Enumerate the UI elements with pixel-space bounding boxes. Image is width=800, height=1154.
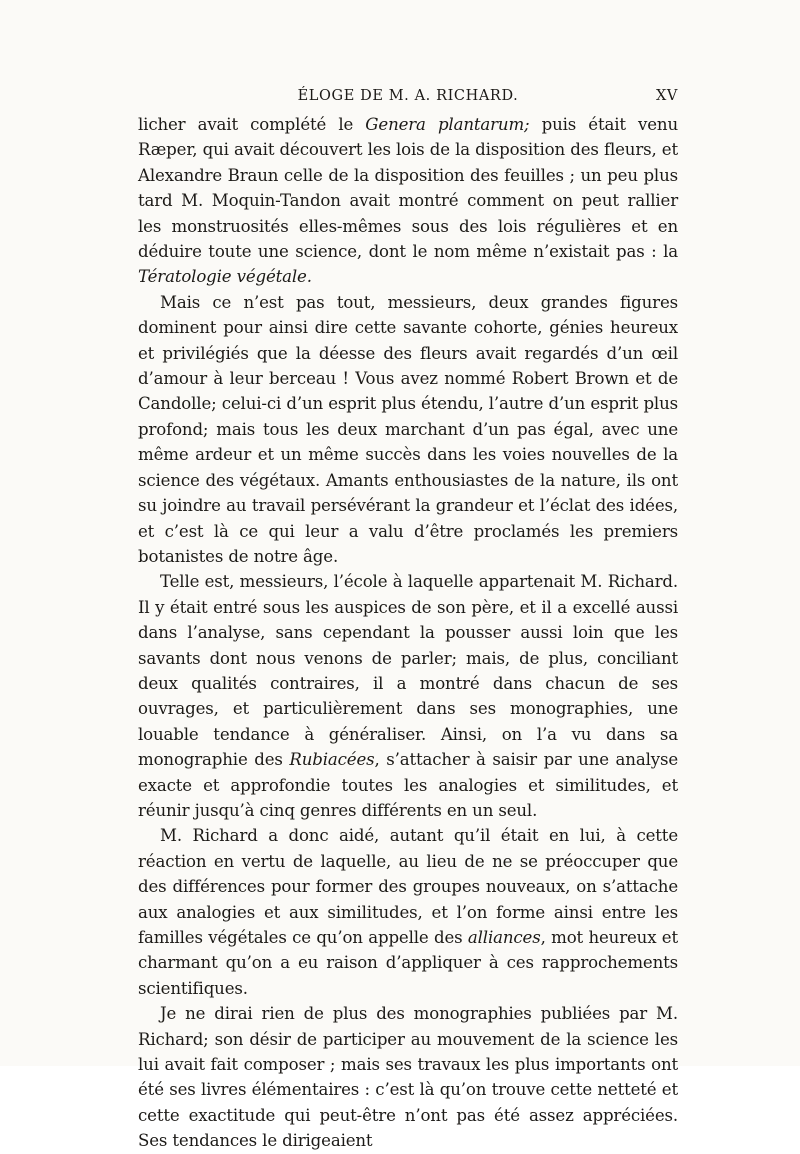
text-run: Je ne dirai rien de plus des monographies publiées par M. Richard; son désir de participer au mouvement de la science les lui avait fait composer ; mais ses travaux les plus importants ont été ses livres élémentaires : c’est là qu’on trouve cette netteté et cette exactitude qui peut-être n’ont pas été assez appréciées. Ses tendances le dirigeaient	[138, 1004, 678, 1151]
text-run: , mot heureux et charmant qu’on a eu raison d’appliquer à ces rapprochements scientifiques.	[138, 928, 678, 998]
paragraph	[138, 112, 678, 290]
running-title: ÉLOGE DE M. A. RICHARD.	[297, 88, 519, 104]
text-run: , s’attacher à saisir par une analyse exacte et approfondie toutes les analogies et similitudes, et réunir jusqu’à cinq genres différents en un seul.	[138, 750, 678, 820]
paragraph	[138, 1001, 678, 1153]
italic-text: Genera plantarum;	[365, 115, 530, 134]
text-run: licher avait complété le	[138, 115, 366, 134]
italic-text: Tératologie végétale.	[138, 267, 312, 287]
text-run: puis était venu Ræper, qui avait découvert les lois de la disposition des fleurs, et Alexandre Braun celle de la disposition des feuilles ; un peu plus tard M. Moquin-Tandon avait montré comment on peut rallier les monstruosités elles-mêmes sous des lois régulières et en déduire toute une science, dont le nom même n’existait pas : la	[138, 115, 679, 262]
paragraph	[138, 290, 678, 569]
page-number: XV	[656, 88, 678, 104]
running-head	[138, 88, 678, 108]
text-run: Mais ce n’est pas tout, messieurs, deux grandes figures dominent pour ainsi dire cette savante cohorte, génies heureux et privilégiés que la déesse des fleurs avait regardés d’un œil d’amour à leur berceau ! Vous avez nommé Robert Brown et de Candolle; celui-ci d’un esprit plus étendu, l’autre d’un esprit plus profond; mais tous les deux marchant d’un pas égal, avec une même ardeur et un même succès dans les voies nouvelles de la science des végétaux. Amants enthousiastes de la nature, ils ont su joindre au travail persévérant la grandeur et l’éclat des idées, et c’est là ce qui leur a valu d’être proclamés les premiers botanistes de notre âge.	[138, 292, 678, 566]
paragraph	[138, 823, 678, 1001]
text-run: Telle est, messieurs, l’école à laquelle appartenait M. Richard. Il y était entré sous les auspices de son père, et il a excellé aussi dans l’analyse, sans cependant la pousser aussi loin que les savants dont nous venons de parler; mais, de plus, conciliant deux qualités contraires, il a montré dans chacun de ses ouvrages, et particulièrement dans ses monographies, une louable tendance à généraliser. Ainsi, on l’a vu dans sa monographie des	[138, 572, 678, 770]
text-run: M. Richard a donc aidé, autant qu’il était en lui, à cette réaction en vertu de laquelle, au lieu de ne se préoccuper que des différences pour former des groupes nouveaux, on s’attache aux analogies et aux similitudes, et l’on forme ainsi entre les familles végétales ce qu’on appelle des	[138, 826, 678, 947]
italic-text: alliances	[467, 928, 541, 947]
body-text	[138, 112, 678, 1154]
italic-text: Rubiacées	[289, 750, 375, 770]
paragraph	[138, 569, 678, 823]
